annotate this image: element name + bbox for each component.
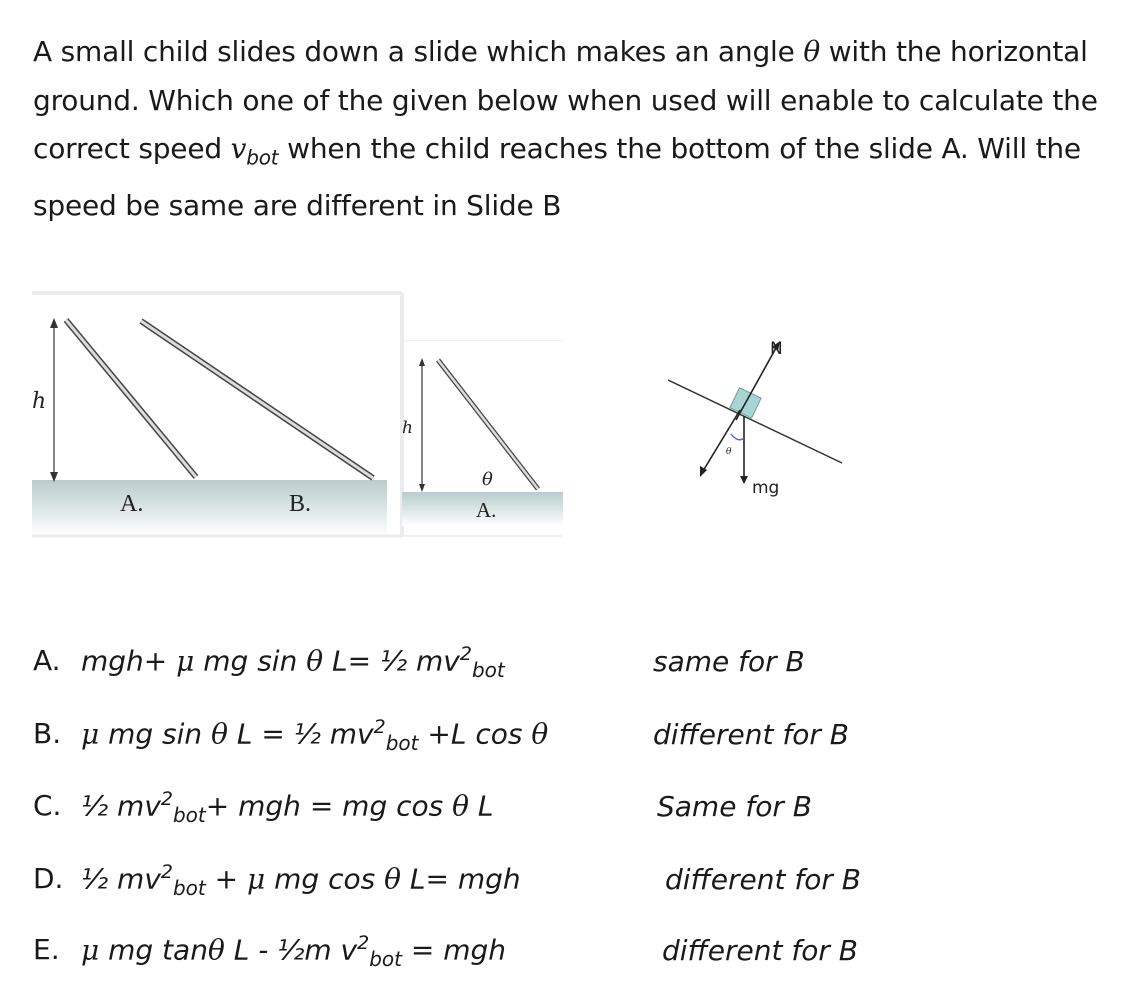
speed-subscript: bot — [246, 145, 279, 170]
n-label: N — [770, 339, 783, 359]
expr-part: + — [205, 862, 248, 896]
theta-symbol: θ — [531, 717, 549, 751]
mu-symbol: μ — [81, 933, 100, 967]
theta-symbol: θ — [803, 35, 820, 68]
incline-line — [668, 380, 842, 463]
question-part2: with the horizontal ground. Which one of the given below when used will enable to calculate the correct speed — [33, 35, 1098, 165]
answer-b[interactable]: different for B — [653, 718, 849, 751]
answer-d[interactable]: different for B — [665, 863, 861, 896]
option-c[interactable] — [33, 788, 494, 827]
mu-symbol: μ — [81, 717, 100, 751]
expr-part: L — [469, 789, 494, 823]
subscript: bot — [172, 875, 206, 900]
option-letter: E. — [33, 933, 60, 967]
expr-part: mg sin — [194, 644, 307, 678]
expr-part: mg tan — [99, 933, 208, 967]
theta-label-3: θ — [726, 447, 732, 457]
expr-part: + mgh = mg cos — [205, 789, 453, 823]
exponent: 2 — [160, 788, 173, 810]
theta-label-2: θ — [482, 469, 493, 490]
subscript: bot — [172, 802, 206, 827]
expr-part: mgh+ — [81, 644, 177, 678]
theta-symbol: θ — [211, 717, 228, 751]
label-b: B. — [289, 491, 312, 517]
expr-part: L= mgh — [400, 862, 521, 896]
expr-part: mg sin — [99, 717, 212, 751]
answer-e[interactable]: different for B — [662, 934, 858, 967]
option-a[interactable] — [33, 643, 505, 682]
expr-part: L = ½ mv — [227, 717, 374, 751]
mg-label: mg — [752, 478, 780, 498]
expr-part: ½ mv — [81, 789, 161, 823]
mu-symbol: μ — [247, 862, 266, 896]
slides-a-b-figure — [30, 290, 405, 540]
subscript: bot — [471, 657, 505, 682]
expr-part: L - ½m v — [224, 933, 358, 967]
theta-symbol: θ — [207, 933, 225, 967]
expr-part: mg cos — [265, 862, 385, 896]
expr-part: ½ mv — [81, 862, 161, 896]
expr-part: = mgh — [401, 933, 507, 967]
option-letter: B. — [33, 717, 62, 751]
option-d[interactable] — [33, 861, 521, 900]
subscript: bot — [369, 946, 402, 971]
question-text — [33, 28, 1133, 231]
subscript: bot — [385, 730, 419, 755]
mu-symbol: μ — [176, 644, 195, 678]
angle-arc — [731, 434, 744, 440]
question-part1: A small child slides down a slide which makes an angle — [33, 35, 804, 68]
h-label-2: h — [402, 418, 413, 438]
option-b[interactable] — [33, 716, 548, 755]
ground-1 — [32, 480, 387, 536]
theta-symbol: θ — [306, 644, 324, 678]
exponent: 2 — [373, 716, 386, 738]
option-letter: D. — [33, 862, 64, 896]
option-e[interactable] — [33, 932, 506, 971]
component-arrow — [703, 410, 740, 471]
label-a-2: A. — [476, 498, 497, 522]
answer-c[interactable]: Same for B — [657, 790, 812, 823]
slide-a-angle-figure — [400, 340, 565, 540]
free-body-diagram — [660, 330, 860, 510]
exponent: 2 — [357, 932, 370, 954]
h-label: h — [32, 389, 47, 414]
theta-symbol: θ — [452, 789, 470, 823]
theta-symbol: θ — [384, 862, 401, 896]
label-a: A. — [120, 491, 144, 517]
exponent: 2 — [160, 861, 173, 883]
answer-a[interactable]: same for B — [653, 645, 805, 678]
option-letter: C. — [33, 789, 62, 823]
option-letter: A. — [33, 644, 61, 678]
expr-part: L= ½ mv — [323, 644, 460, 678]
exponent: 2 — [459, 643, 472, 665]
expr-part: +L cos — [418, 717, 532, 751]
question-part3: when the child reaches the bottom of the slide A. Will the speed be same are different in Slide B — [33, 132, 1081, 223]
speed-symbol: v — [230, 132, 247, 165]
